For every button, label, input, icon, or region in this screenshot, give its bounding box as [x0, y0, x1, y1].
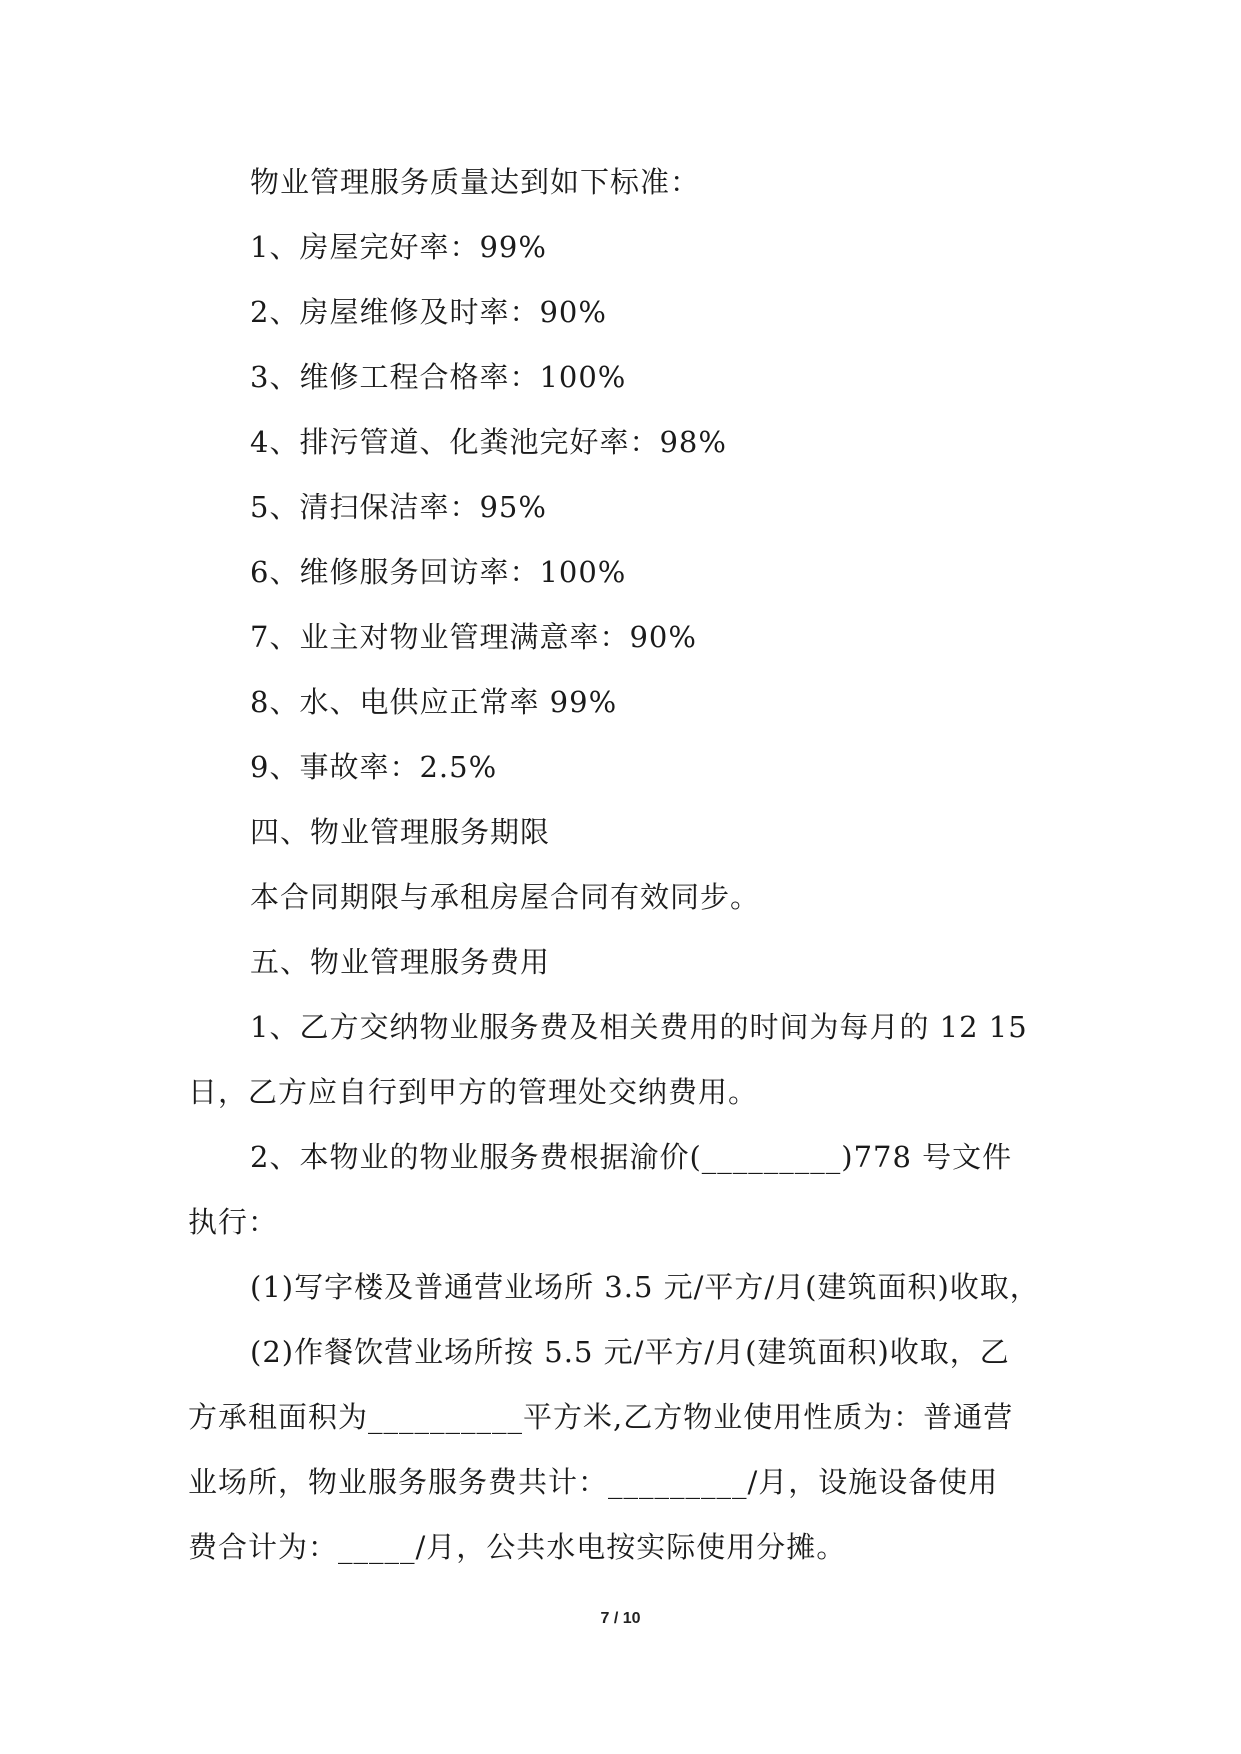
paragraph-standards-intro: 物业管理服务质量达到如下标准：	[250, 165, 701, 199]
paragraph-catering-fee-line1: (2)作餐饮营业场所按 5.5 元/平方/月(建筑面积)收取，乙	[250, 1335, 1010, 1369]
paragraph-fee-payment-line1: 1、乙方交纳物业服务费及相关费用的时间为每月的 12 15	[250, 1010, 1028, 1044]
paragraph-service-term: 本合同期限与承租房屋合同有效同步。	[250, 880, 761, 914]
list-item-accident-rate: 9、事故率：2.5%	[250, 750, 498, 784]
paragraph-fee-basis-line1: 2、本物业的物业服务费根据渝价(_________)778 号文件	[250, 1140, 1013, 1174]
list-item-satisfaction-rate: 7、业主对物业管理满意率：90%	[250, 620, 697, 654]
list-item-revisit-rate: 6、维修服务回访率：100%	[250, 555, 627, 589]
paragraph-office-fee: (1)写字楼及普通营业场所 3.5 元/平方/月(建筑面积)收取，	[250, 1270, 1040, 1304]
list-item-repair-timely-rate: 2、房屋维修及时率：90%	[250, 295, 607, 329]
paragraph-catering-fee-line3: 业场所，物业服务服务费共计：_________/月，设施设备使用	[188, 1465, 999, 1499]
paragraph-fee-basis-line2: 执行：	[188, 1205, 279, 1239]
list-item-sewer-intact-rate: 4、排污管道、化粪池完好率：98%	[250, 425, 727, 459]
page-number: 7 / 10	[600, 1610, 641, 1627]
section-heading-service-fees: 五、物业管理服务费用	[250, 945, 551, 979]
paragraph-fee-payment-line2: 日，乙方应自行到甲方的管理处交纳费用。	[188, 1075, 759, 1109]
list-item-repair-pass-rate: 3、维修工程合格率：100%	[250, 360, 627, 394]
paragraph-catering-fee-line2: 方承租面积为__________平方米,乙方物业使用性质为：普通营	[188, 1400, 1014, 1434]
list-item-utility-supply-rate: 8、水、电供应正常率 99%	[250, 685, 618, 719]
paragraph-catering-fee-line4: 费合计为：_____/月，公共水电按实际使用分摊。	[188, 1530, 847, 1564]
section-heading-service-term: 四、物业管理服务期限	[250, 815, 551, 849]
list-item-cleaning-rate: 5、清扫保洁率：95%	[250, 490, 547, 524]
list-item-house-intact-rate: 1、房屋完好率：99%	[250, 230, 547, 264]
